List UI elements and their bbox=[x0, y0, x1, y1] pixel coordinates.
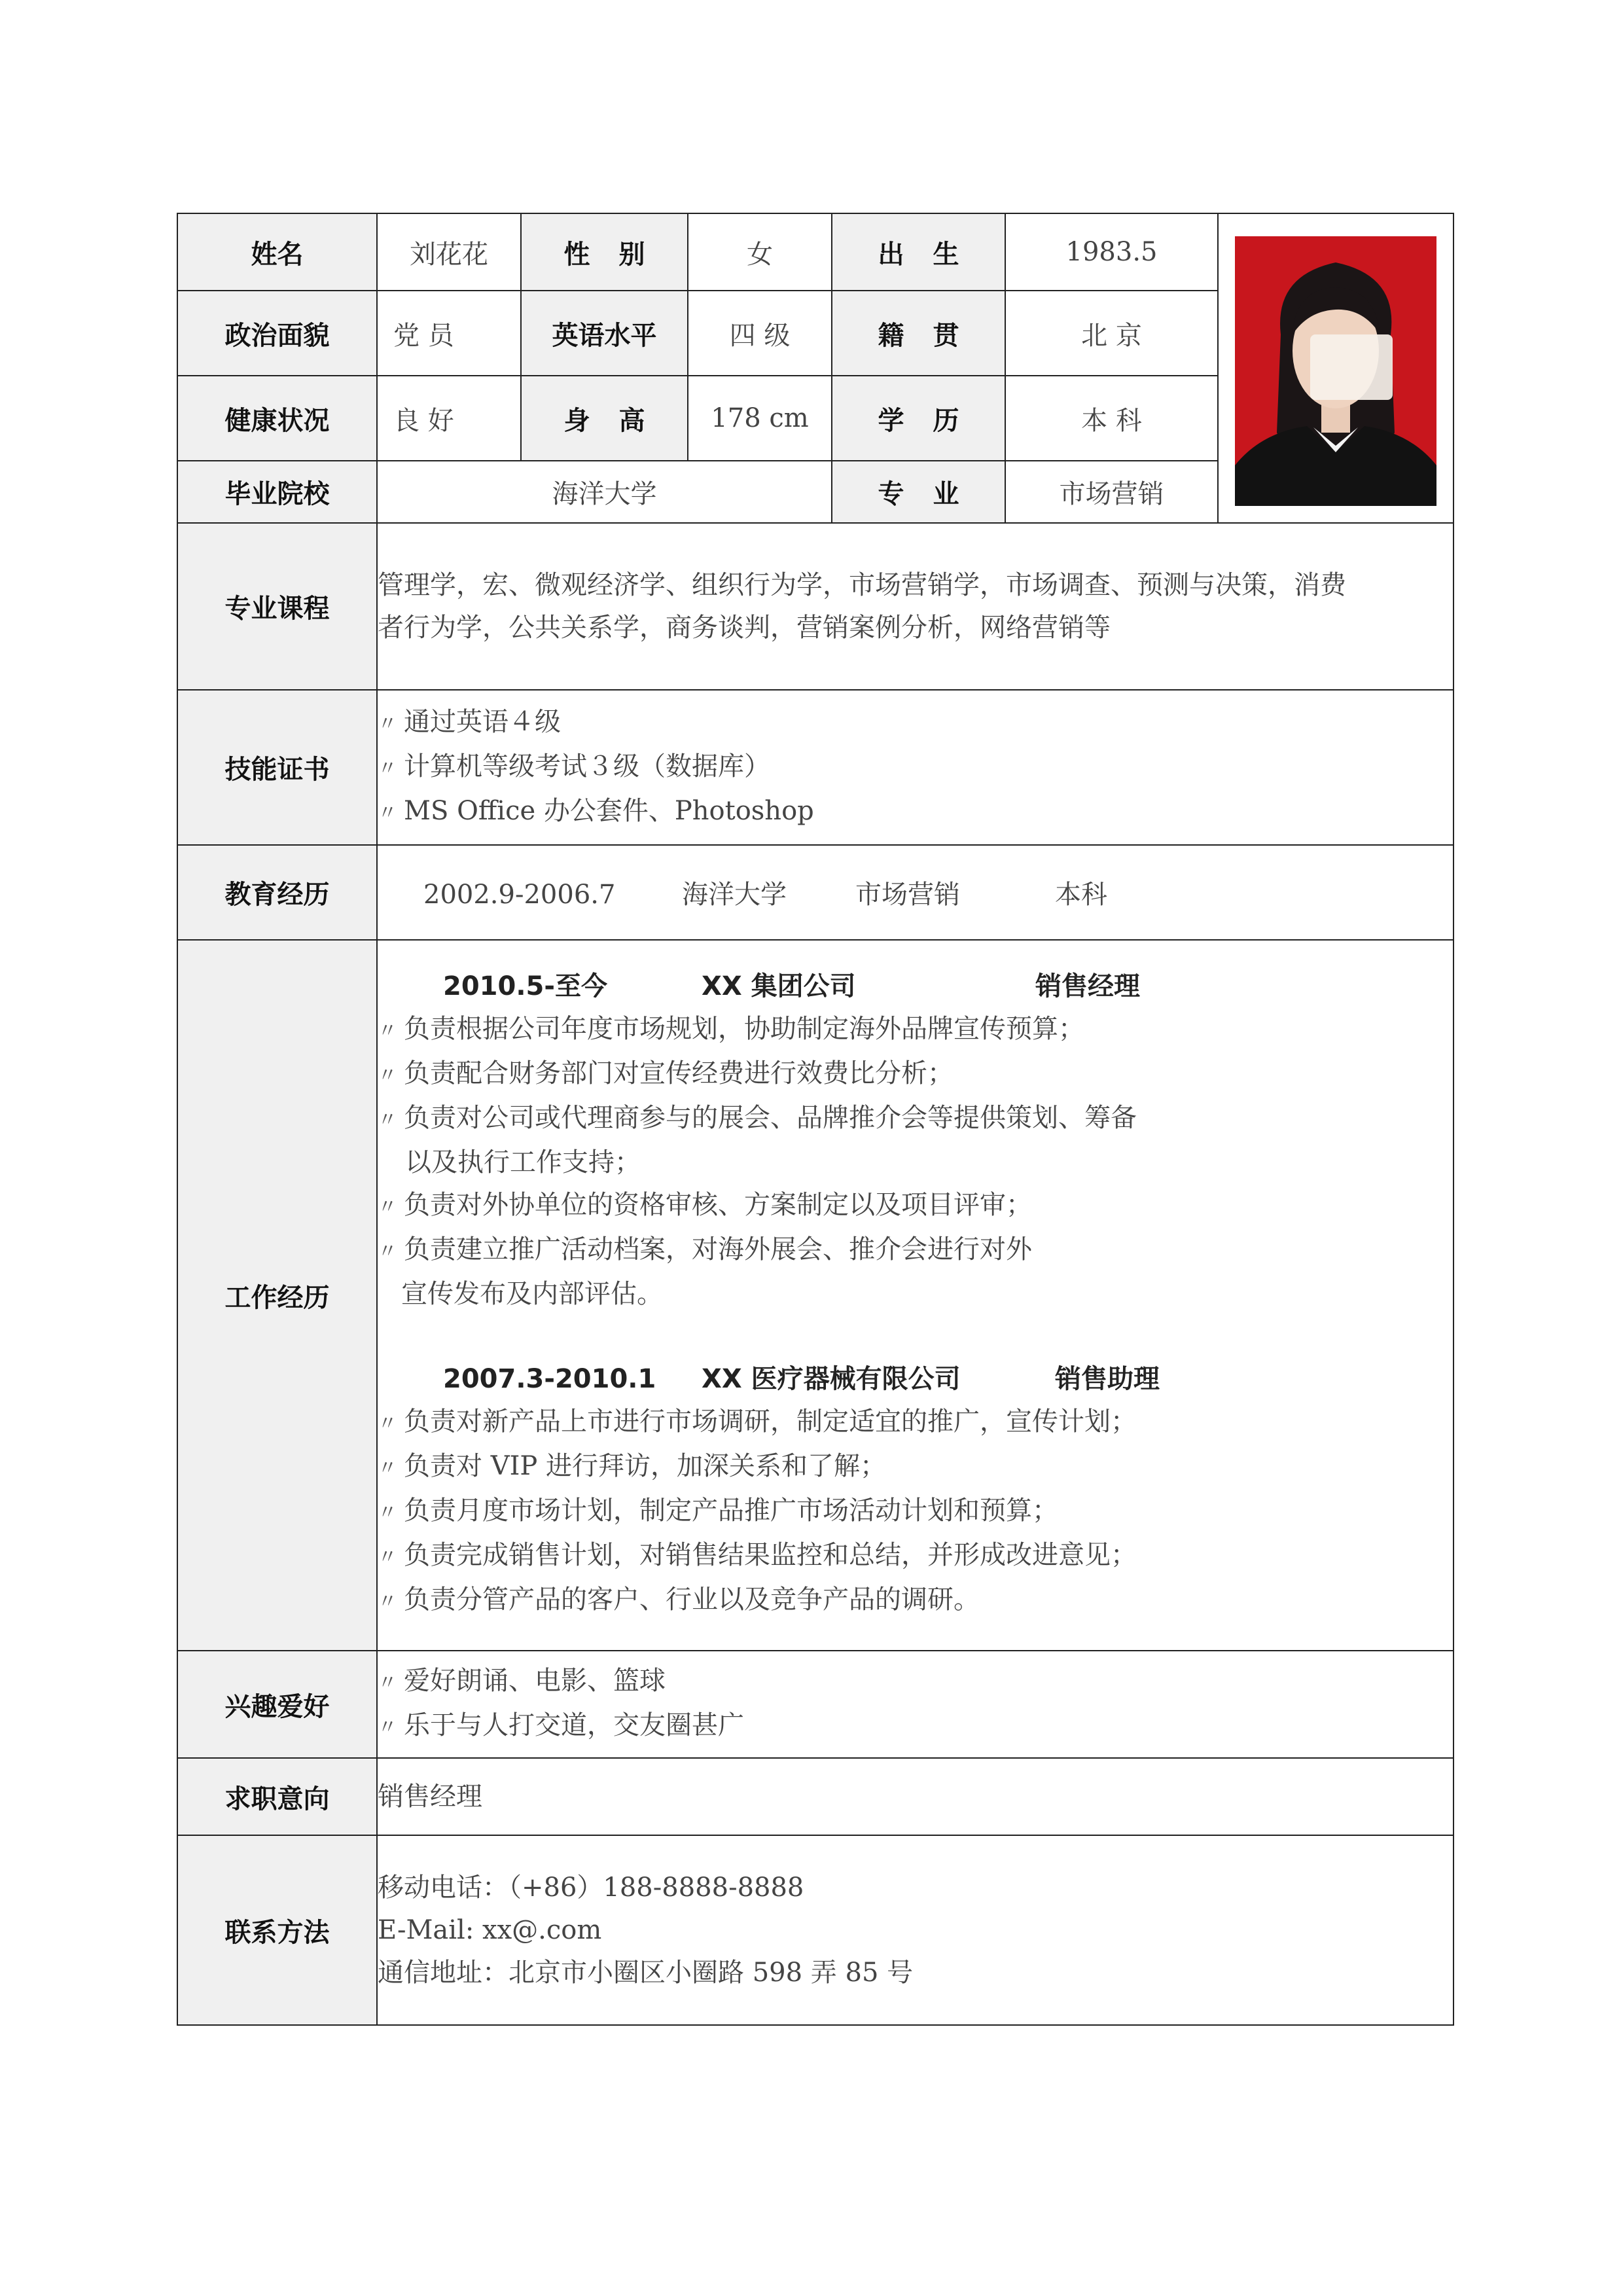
bullet-icon: 〃 bbox=[378, 1672, 397, 1695]
bullet-icon: 〃 bbox=[378, 1240, 397, 1263]
photo-cell bbox=[1218, 213, 1454, 523]
origin-label: 籍贯 bbox=[832, 291, 1005, 376]
list-item: 〃 负责对外协单位的资格审核、方案制定以及项目评审； bbox=[378, 1190, 1032, 1220]
name-value: 刘花花 bbox=[377, 213, 521, 291]
birth-value: 1983.5 bbox=[1005, 213, 1218, 291]
courses-label: 专业课程 bbox=[177, 523, 377, 690]
contact-address: 通信地址：北京市小圈区小圈路 598 弄 85 号 bbox=[378, 1957, 914, 1988]
height-value: 178 cm bbox=[688, 376, 832, 461]
bullet-icon: 〃 bbox=[378, 757, 397, 780]
major-value: 市场营销 bbox=[1005, 461, 1218, 523]
list-item: 〃 MS Office 办公套件、Photoshop bbox=[378, 795, 814, 826]
list-item: 〃 负责根据公司年度市场规划，协助制定海外品牌宣传预算； bbox=[378, 1014, 1084, 1044]
list-item: 〃 负责建立推广活动档案，对海外展会、推介会进行对外 bbox=[378, 1234, 1032, 1265]
job-title: 销售助理 bbox=[1055, 1364, 1160, 1394]
objective-value: 销售经理 bbox=[377, 1758, 1454, 1835]
contact-email: E-Mail: xx@.com bbox=[378, 1914, 602, 1945]
contact-info bbox=[377, 1835, 1454, 2025]
education-label: 教育经历 bbox=[177, 845, 377, 940]
bullet-icon: 〃 bbox=[378, 1412, 397, 1435]
objective-label: 求职意向 bbox=[177, 1758, 377, 1835]
bullet-icon: 〃 bbox=[378, 1109, 397, 1132]
courses-line: 者行为学，公共关系学，商务谈判，营销案例分析，网络营销等 bbox=[378, 612, 1111, 643]
education-degree: 本科 bbox=[1055, 880, 1107, 910]
bullet-icon: 〃 bbox=[378, 1716, 397, 1739]
bullet-icon: 〃 bbox=[378, 1546, 397, 1569]
bullet-icon: 〃 bbox=[378, 712, 397, 736]
bullet-icon: 〃 bbox=[378, 1501, 397, 1524]
politics-value: 党 员 bbox=[377, 291, 521, 376]
job-company: XX 医疗器械有限公司 bbox=[702, 1364, 961, 1394]
job-period: 2010.5-至今 bbox=[443, 971, 607, 1001]
list-item: 〃 负责配合财务部门对宣传经费进行效费比分析； bbox=[378, 1058, 954, 1088]
height-label: 身高 bbox=[521, 376, 688, 461]
degree-value: 本 科 bbox=[1005, 376, 1218, 461]
bullet-icon: 〃 bbox=[378, 1020, 397, 1043]
bullet-icon: 〃 bbox=[378, 1590, 397, 1613]
list-item: 〃 负责完成销售计划，对销售结果监控和总结，并形成改进意见； bbox=[378, 1540, 1137, 1570]
education-school: 海洋大学 bbox=[682, 880, 787, 910]
school-label: 毕业院校 bbox=[177, 461, 377, 523]
degree-label: 学历 bbox=[832, 376, 1005, 461]
school-value: 海洋大学 bbox=[377, 461, 832, 523]
list-item: 〃 乐于与人打交道，交友圈甚广 bbox=[378, 1710, 744, 1740]
name-label: 姓名 bbox=[177, 213, 377, 291]
job-header bbox=[378, 965, 1453, 1008]
contact-label: 联系方法 bbox=[177, 1835, 377, 2025]
work-experience bbox=[377, 940, 1454, 1651]
list-item: 〃 负责对 VIP 进行拜访，加深关系和了解； bbox=[378, 1451, 887, 1481]
certs-list bbox=[377, 690, 1454, 845]
education-period: 2002.9-2006.7 bbox=[423, 880, 616, 910]
list-item: 〃 负责月度市场计划，制定产品推广市场活动计划和预算； bbox=[378, 1496, 1058, 1526]
hobbies-label: 兴趣爱好 bbox=[177, 1651, 377, 1758]
bullet-icon: 〃 bbox=[378, 1196, 397, 1219]
list-item: 〃 通过英语４级 bbox=[378, 706, 561, 737]
resume-table bbox=[177, 213, 1454, 2026]
health-label: 健康状况 bbox=[177, 376, 377, 461]
list-item: 〃 负责对新产品上市进行市场调研，制定适宜的推广，宣传计划； bbox=[378, 1407, 1137, 1437]
education-entry bbox=[378, 874, 1453, 911]
birth-label: 出生 bbox=[832, 213, 1005, 291]
work-label: 工作经历 bbox=[177, 940, 377, 1651]
list-item: 〃 负责分管产品的客户、行业以及竞争产品的调研。 bbox=[378, 1585, 980, 1615]
education-major: 市场营销 bbox=[855, 880, 960, 910]
education-row bbox=[377, 845, 1454, 940]
gender-label: 性别 bbox=[521, 213, 688, 291]
certs-label: 技能证书 bbox=[177, 690, 377, 845]
bullet-icon: 〃 bbox=[378, 801, 397, 825]
gender-value: 女 bbox=[688, 213, 832, 291]
job-period: 2007.3-2010.1 bbox=[443, 1364, 656, 1394]
hobbies-list bbox=[377, 1651, 1454, 1758]
major-label: 专业 bbox=[832, 461, 1005, 523]
list-item-continuation: 宣传发布及内部评估。 bbox=[401, 1279, 663, 1309]
list-item: 〃 计算机等级考试３级（数据库） bbox=[378, 751, 770, 781]
list-item-continuation: 以及执行工作支持； bbox=[405, 1147, 641, 1177]
bullet-icon: 〃 bbox=[378, 1457, 397, 1480]
job-header bbox=[378, 1358, 1453, 1401]
english-label: 英语水平 bbox=[521, 291, 688, 376]
portrait-photo bbox=[1235, 236, 1436, 506]
portrait-icon bbox=[1235, 236, 1436, 506]
contact-phone: 移动电话：（+86）188-8888-8888 bbox=[378, 1872, 804, 1903]
list-item: 〃 爱好朗诵、电影、篮球 bbox=[378, 1666, 666, 1696]
job-title: 销售经理 bbox=[1035, 971, 1140, 1001]
job-company: XX 集团公司 bbox=[702, 971, 856, 1001]
courses-line: 管理学，宏、微观经济学、组织行为学，市场营销学，市场调查、预测与决策，消费 bbox=[378, 569, 1346, 600]
courses-text bbox=[377, 523, 1454, 690]
politics-label: 政治面貌 bbox=[177, 291, 377, 376]
list-item: 〃 负责对公司或代理商参与的展会、品牌推介会等提供策划、筹备 bbox=[378, 1103, 1137, 1133]
health-value: 良 好 bbox=[377, 376, 521, 461]
bullet-icon: 〃 bbox=[378, 1064, 397, 1087]
english-value: 四 级 bbox=[688, 291, 832, 376]
resume-sheet bbox=[177, 213, 1453, 2029]
origin-value: 北 京 bbox=[1005, 291, 1218, 376]
